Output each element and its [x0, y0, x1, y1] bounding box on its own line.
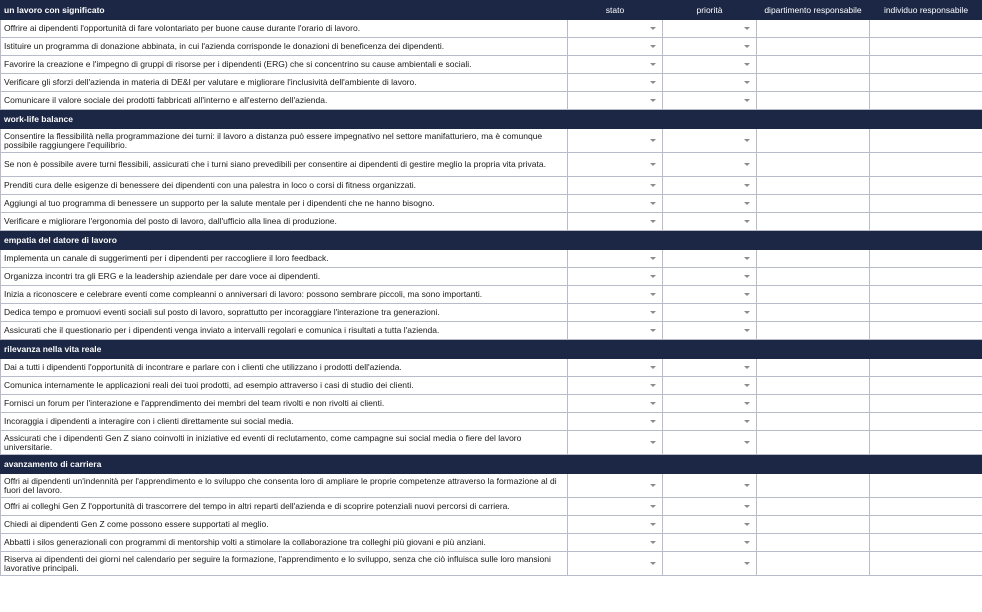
- chevron-down-icon[interactable]: [650, 484, 656, 487]
- stato-dropdown[interactable]: [568, 129, 663, 153]
- chevron-down-icon[interactable]: [744, 220, 750, 223]
- column-header-stato: [568, 455, 663, 474]
- dipartimento-cell[interactable]: [757, 359, 870, 377]
- column-header-individuo: [870, 455, 982, 474]
- chevron-down-icon[interactable]: [744, 81, 750, 84]
- task-text: Organizza incontri tra gli ERG e la leadership aziendale per dare voce ai dipendenti.: [1, 268, 568, 286]
- chevron-down-icon[interactable]: [650, 366, 656, 369]
- dipartimento-cell[interactable]: [757, 74, 870, 92]
- dipartimento-cell[interactable]: [757, 20, 870, 38]
- chevron-down-icon[interactable]: [744, 45, 750, 48]
- chevron-down-icon[interactable]: [650, 420, 656, 423]
- column-header-priorita: [663, 340, 757, 359]
- priorita-dropdown[interactable]: [663, 498, 757, 516]
- individuo-cell[interactable]: [870, 38, 982, 56]
- individuo-cell[interactable]: [870, 474, 982, 498]
- table-row: [1, 56, 982, 74]
- chevron-down-icon[interactable]: [650, 184, 656, 187]
- priorita-dropdown[interactable]: [663, 286, 757, 304]
- individuo-cell[interactable]: [870, 286, 982, 304]
- stato-dropdown[interactable]: [568, 534, 663, 552]
- dipartimento-cell[interactable]: [757, 56, 870, 74]
- individuo-cell[interactable]: [870, 498, 982, 516]
- priorita-dropdown[interactable]: [663, 213, 757, 231]
- dipartimento-cell[interactable]: [757, 534, 870, 552]
- stato-dropdown[interactable]: [568, 286, 663, 304]
- table-row: [1, 250, 982, 268]
- section-title: avanzamento di carriera: [1, 455, 568, 474]
- dipartimento-cell[interactable]: [757, 195, 870, 213]
- individuo-cell[interactable]: [870, 304, 982, 322]
- table-row: [1, 498, 982, 516]
- section-header: [1, 1, 982, 20]
- priorita-dropdown[interactable]: [663, 153, 757, 177]
- chevron-down-icon[interactable]: [650, 202, 656, 205]
- column-header-dipartimento: [757, 340, 870, 359]
- task-text: Aggiungi al tuo programma di benessere un supporto per la salute mentale per i dipendenti che ne hanno bisogno.: [1, 195, 568, 213]
- dipartimento-cell[interactable]: [757, 286, 870, 304]
- stato-dropdown[interactable]: [568, 377, 663, 395]
- task-text: Assicurati che i dipendenti Gen Z siano coinvolti in iniziative ed eventi di reclutamento, come campagne sui social media o fiere del lavoro universitarie.: [1, 431, 568, 455]
- table-row: [1, 322, 982, 340]
- chevron-down-icon[interactable]: [650, 257, 656, 260]
- table-row: [1, 359, 982, 377]
- chevron-down-icon[interactable]: [650, 63, 656, 66]
- individuo-cell[interactable]: [870, 129, 982, 153]
- table-row: [1, 213, 982, 231]
- table-row: [1, 286, 982, 304]
- chevron-down-icon[interactable]: [650, 384, 656, 387]
- chevron-down-icon[interactable]: [744, 366, 750, 369]
- chevron-down-icon[interactable]: [650, 81, 656, 84]
- chevron-down-icon[interactable]: [650, 139, 656, 142]
- column-header-individuo: individuo responsabile: [870, 1, 982, 20]
- stato-dropdown[interactable]: [568, 431, 663, 455]
- dipartimento-cell[interactable]: [757, 431, 870, 455]
- chevron-down-icon[interactable]: [650, 27, 656, 30]
- stato-dropdown[interactable]: [568, 38, 663, 56]
- individuo-cell[interactable]: [870, 92, 982, 110]
- column-header-priorita: [663, 455, 757, 474]
- dipartimento-cell[interactable]: [757, 322, 870, 340]
- column-header-dipartimento: [757, 455, 870, 474]
- dipartimento-cell[interactable]: [757, 552, 870, 576]
- section-title: rilevanza nella vita reale: [1, 340, 568, 359]
- individuo-cell[interactable]: [870, 534, 982, 552]
- individuo-cell[interactable]: [870, 322, 982, 340]
- table-row: [1, 552, 982, 576]
- individuo-cell[interactable]: [870, 250, 982, 268]
- table-row: [1, 177, 982, 195]
- task-text: Comunicare il valore sociale dei prodotti fabbricati all'interno e all'esterno dell'azienda.: [1, 92, 568, 110]
- chevron-down-icon[interactable]: [744, 184, 750, 187]
- chevron-down-icon[interactable]: [650, 311, 656, 314]
- individuo-cell[interactable]: [870, 395, 982, 413]
- dipartimento-cell[interactable]: [757, 304, 870, 322]
- task-text: Comunica internamente le applicazioni reali dei tuoi prodotti, ad esempio attraverso i casi di studio dei clienti.: [1, 377, 568, 395]
- task-text: Verificare gli sforzi dell'azienda in materia di DE&I per valutare e migliorare l'inclusività dell'ambiente di lavoro.: [1, 74, 568, 92]
- column-header-dipartimento: dipartimento responsabile: [757, 1, 870, 20]
- section-header: [1, 340, 982, 359]
- priorita-dropdown[interactable]: [663, 195, 757, 213]
- chevron-down-icon[interactable]: [650, 275, 656, 278]
- table-row: [1, 431, 982, 455]
- table-row: [1, 74, 982, 92]
- dipartimento-cell[interactable]: [757, 395, 870, 413]
- dipartimento-cell[interactable]: [757, 213, 870, 231]
- task-text: Dedica tempo e promuovi eventi sociali sul posto di lavoro, soprattutto per incoraggiare l'interazione tra generazioni.: [1, 304, 568, 322]
- column-header-individuo: [870, 340, 982, 359]
- individuo-cell[interactable]: [870, 268, 982, 286]
- chevron-down-icon[interactable]: [744, 202, 750, 205]
- chevron-down-icon[interactable]: [744, 484, 750, 487]
- priorita-dropdown[interactable]: [663, 534, 757, 552]
- column-header-priorita: priorità: [663, 1, 757, 20]
- priorita-dropdown[interactable]: [663, 56, 757, 74]
- task-text: Se non è possibile avere turni flessibili, assicurati che i turni siano prevedibili per consentire ai dipendenti di gestire meglio la propria vita privata.: [1, 153, 568, 177]
- table-row: [1, 395, 982, 413]
- task-text: Incoraggia i dipendenti a interagire con i clienti direttamente sui social media.: [1, 413, 568, 431]
- task-text: Prenditi cura delle esigenze di benessere dei dipendenti con una palestra in loco o corsi di fitness organizzati.: [1, 177, 568, 195]
- task-text: Favorire la creazione e l'impegno di gruppi di risorse per i dipendenti (ERG) che si concentrino su cause ambientali e sociali.: [1, 56, 568, 74]
- table-row: [1, 153, 982, 177]
- individuo-cell[interactable]: [870, 213, 982, 231]
- individuo-cell[interactable]: [870, 431, 982, 455]
- column-header-dipartimento: [757, 231, 870, 250]
- table-row: [1, 516, 982, 534]
- chevron-down-icon[interactable]: [744, 384, 750, 387]
- chevron-down-icon[interactable]: [744, 293, 750, 296]
- section-header: [1, 455, 982, 474]
- section-title: empatia del datore di lavoro: [1, 231, 568, 250]
- chevron-down-icon[interactable]: [744, 27, 750, 30]
- priorita-dropdown[interactable]: [663, 474, 757, 498]
- stato-dropdown[interactable]: [568, 413, 663, 431]
- stato-dropdown[interactable]: [568, 20, 663, 38]
- table-row: [1, 195, 982, 213]
- dipartimento-cell[interactable]: [757, 153, 870, 177]
- stato-dropdown[interactable]: [568, 268, 663, 286]
- dipartimento-cell[interactable]: [757, 413, 870, 431]
- stato-dropdown[interactable]: [568, 304, 663, 322]
- task-text: Riserva ai dipendenti dei giorni nel calendario per seguire la formazione, l'apprendimento e lo sviluppo, senza che ciò influisca sulle loro mansioni lavorative principali.: [1, 552, 568, 576]
- dipartimento-cell[interactable]: [757, 250, 870, 268]
- chevron-down-icon[interactable]: [650, 163, 656, 166]
- column-header-individuo: [870, 231, 982, 250]
- task-text: Fornisci un forum per l'interazione e l'apprendimento dei membri del team rivolti e non rivolti ai clienti.: [1, 395, 568, 413]
- task-text: Implementa un canale di suggerimenti per i dipendenti per raccogliere il loro feedback.: [1, 250, 568, 268]
- individuo-cell[interactable]: [870, 516, 982, 534]
- stato-dropdown[interactable]: [568, 250, 663, 268]
- priorita-dropdown[interactable]: [663, 322, 757, 340]
- priorita-dropdown[interactable]: [663, 74, 757, 92]
- priorita-dropdown[interactable]: [663, 129, 757, 153]
- chevron-down-icon[interactable]: [650, 505, 656, 508]
- dipartimento-cell[interactable]: [757, 498, 870, 516]
- priorita-dropdown[interactable]: [663, 268, 757, 286]
- individuo-cell[interactable]: [870, 177, 982, 195]
- priorita-dropdown[interactable]: [663, 304, 757, 322]
- section-header: [1, 110, 982, 129]
- chevron-down-icon[interactable]: [744, 523, 750, 526]
- chevron-down-icon[interactable]: [650, 523, 656, 526]
- individuo-cell[interactable]: [870, 153, 982, 177]
- column-header-dipartimento: [757, 110, 870, 129]
- priorita-dropdown[interactable]: [663, 359, 757, 377]
- priorita-dropdown[interactable]: [663, 431, 757, 455]
- priorita-dropdown[interactable]: [663, 38, 757, 56]
- task-text: Abbatti i silos generazionali con programmi di mentorship volti a stimolare la collaborazione tra colleghi più giovani e più anziani.: [1, 534, 568, 552]
- table-row: [1, 38, 982, 56]
- individuo-cell[interactable]: [870, 552, 982, 576]
- column-header-stato: [568, 231, 663, 250]
- task-text: Chiedi ai dipendenti Gen Z come possono essere supportati al meglio.: [1, 516, 568, 534]
- chevron-down-icon[interactable]: [744, 329, 750, 332]
- dipartimento-cell[interactable]: [757, 177, 870, 195]
- column-header-priorita: [663, 110, 757, 129]
- column-header-individuo: [870, 110, 982, 129]
- chevron-down-icon[interactable]: [744, 420, 750, 423]
- chevron-down-icon[interactable]: [650, 293, 656, 296]
- table-row: [1, 413, 982, 431]
- priorita-dropdown[interactable]: [663, 516, 757, 534]
- individuo-cell[interactable]: [870, 56, 982, 74]
- individuo-cell[interactable]: [870, 377, 982, 395]
- table-row: [1, 534, 982, 552]
- individuo-cell[interactable]: [870, 413, 982, 431]
- stato-dropdown[interactable]: [568, 552, 663, 576]
- priorita-dropdown[interactable]: [663, 20, 757, 38]
- chevron-down-icon[interactable]: [744, 441, 750, 444]
- chevron-down-icon[interactable]: [744, 402, 750, 405]
- stato-dropdown[interactable]: [568, 395, 663, 413]
- table-row: [1, 377, 982, 395]
- chevron-down-icon[interactable]: [650, 99, 656, 102]
- table-row: [1, 129, 982, 153]
- task-text: Offrire ai dipendenti l'opportunità di fare volontariato per buone cause durante l'orario di lavoro.: [1, 20, 568, 38]
- task-text: Verificare e migliorare l'ergonomia del posto di lavoro, dall'ufficio alla linea di produzione.: [1, 213, 568, 231]
- dipartimento-cell[interactable]: [757, 516, 870, 534]
- stato-dropdown[interactable]: [568, 153, 663, 177]
- section-title: work-life balance: [1, 110, 568, 129]
- individuo-cell[interactable]: [870, 359, 982, 377]
- table-row: [1, 20, 982, 38]
- chevron-down-icon[interactable]: [650, 402, 656, 405]
- stato-dropdown[interactable]: [568, 474, 663, 498]
- priorita-dropdown[interactable]: [663, 552, 757, 576]
- stato-dropdown[interactable]: [568, 195, 663, 213]
- dipartimento-cell[interactable]: [757, 38, 870, 56]
- chevron-down-icon[interactable]: [744, 541, 750, 544]
- individuo-cell[interactable]: [870, 74, 982, 92]
- chevron-down-icon[interactable]: [744, 257, 750, 260]
- priorita-dropdown[interactable]: [663, 250, 757, 268]
- chevron-down-icon[interactable]: [744, 505, 750, 508]
- stato-dropdown[interactable]: [568, 92, 663, 110]
- dipartimento-cell[interactable]: [757, 474, 870, 498]
- chevron-down-icon[interactable]: [744, 275, 750, 278]
- stato-dropdown[interactable]: [568, 177, 663, 195]
- column-header-stato: stato: [568, 1, 663, 20]
- dipartimento-cell[interactable]: [757, 268, 870, 286]
- individuo-cell[interactable]: [870, 195, 982, 213]
- chevron-down-icon[interactable]: [744, 139, 750, 142]
- chevron-down-icon[interactable]: [650, 45, 656, 48]
- task-text: Dai a tutti i dipendenti l'opportunità di incontrare e parlare con i clienti che utilizzano i prodotti dell'azienda.: [1, 359, 568, 377]
- chevron-down-icon[interactable]: [744, 63, 750, 66]
- task-text: Offri ai dipendenti un'indennità per l'apprendimento e lo sviluppo che consenta loro di ampliare le proprie competenze attraverso la formazione al di fuori del lavoro.: [1, 474, 568, 498]
- table-row: [1, 474, 982, 498]
- table-row: [1, 268, 982, 286]
- chevron-down-icon[interactable]: [744, 99, 750, 102]
- stato-dropdown[interactable]: [568, 516, 663, 534]
- priorita-dropdown[interactable]: [663, 177, 757, 195]
- column-header-priorita: [663, 231, 757, 250]
- checklist-body: [1, 1, 982, 576]
- priorita-dropdown[interactable]: [663, 395, 757, 413]
- task-text: Istituire un programma di donazione abbinata, in cui l'azienda corrisponde le donazioni di beneficenza dei dipendenti.: [1, 38, 568, 56]
- stato-dropdown[interactable]: [568, 322, 663, 340]
- dipartimento-cell[interactable]: [757, 377, 870, 395]
- chevron-down-icon[interactable]: [744, 163, 750, 166]
- stato-dropdown[interactable]: [568, 74, 663, 92]
- chevron-down-icon[interactable]: [650, 541, 656, 544]
- dipartimento-cell[interactable]: [757, 129, 870, 153]
- priorita-dropdown[interactable]: [663, 92, 757, 110]
- column-header-stato: [568, 340, 663, 359]
- stato-dropdown[interactable]: [568, 56, 663, 74]
- table-row: [1, 304, 982, 322]
- stato-dropdown[interactable]: [568, 213, 663, 231]
- task-text: Consentire la flessibilità nella programmazione dei turni: il lavoro a distanza può essere impegnativo nel settore manifatturiero, ma è comunque possibile raggiungere l'equilibrio.: [1, 129, 568, 153]
- priorita-dropdown[interactable]: [663, 413, 757, 431]
- chevron-down-icon[interactable]: [744, 311, 750, 314]
- individuo-cell[interactable]: [870, 20, 982, 38]
- section-title: un lavoro con significato: [1, 1, 568, 20]
- priorita-dropdown[interactable]: [663, 377, 757, 395]
- stato-dropdown[interactable]: [568, 498, 663, 516]
- task-text: Inizia a riconoscere e celebrare eventi come compleanni o anniversari di lavoro: possono sembrare piccoli, ma sono importanti.: [1, 286, 568, 304]
- chevron-down-icon[interactable]: [650, 441, 656, 444]
- dipartimento-cell[interactable]: [757, 92, 870, 110]
- table-row: [1, 92, 982, 110]
- task-text: Assicurati che il questionario per i dipendenti venga inviato a intervalli regolari e comunica i risultati a tutta l'azienda.: [1, 322, 568, 340]
- task-text: Offri ai colleghi Gen Z l'opportunità di trascorrere del tempo in altri reparti dell'azienda e di scoprire potenziali nuovi percorsi di carriera.: [1, 498, 568, 516]
- chevron-down-icon[interactable]: [650, 220, 656, 223]
- chevron-down-icon[interactable]: [650, 562, 656, 565]
- stato-dropdown[interactable]: [568, 359, 663, 377]
- chevron-down-icon[interactable]: [744, 562, 750, 565]
- column-header-stato: [568, 110, 663, 129]
- section-header: [1, 231, 982, 250]
- chevron-down-icon[interactable]: [650, 329, 656, 332]
